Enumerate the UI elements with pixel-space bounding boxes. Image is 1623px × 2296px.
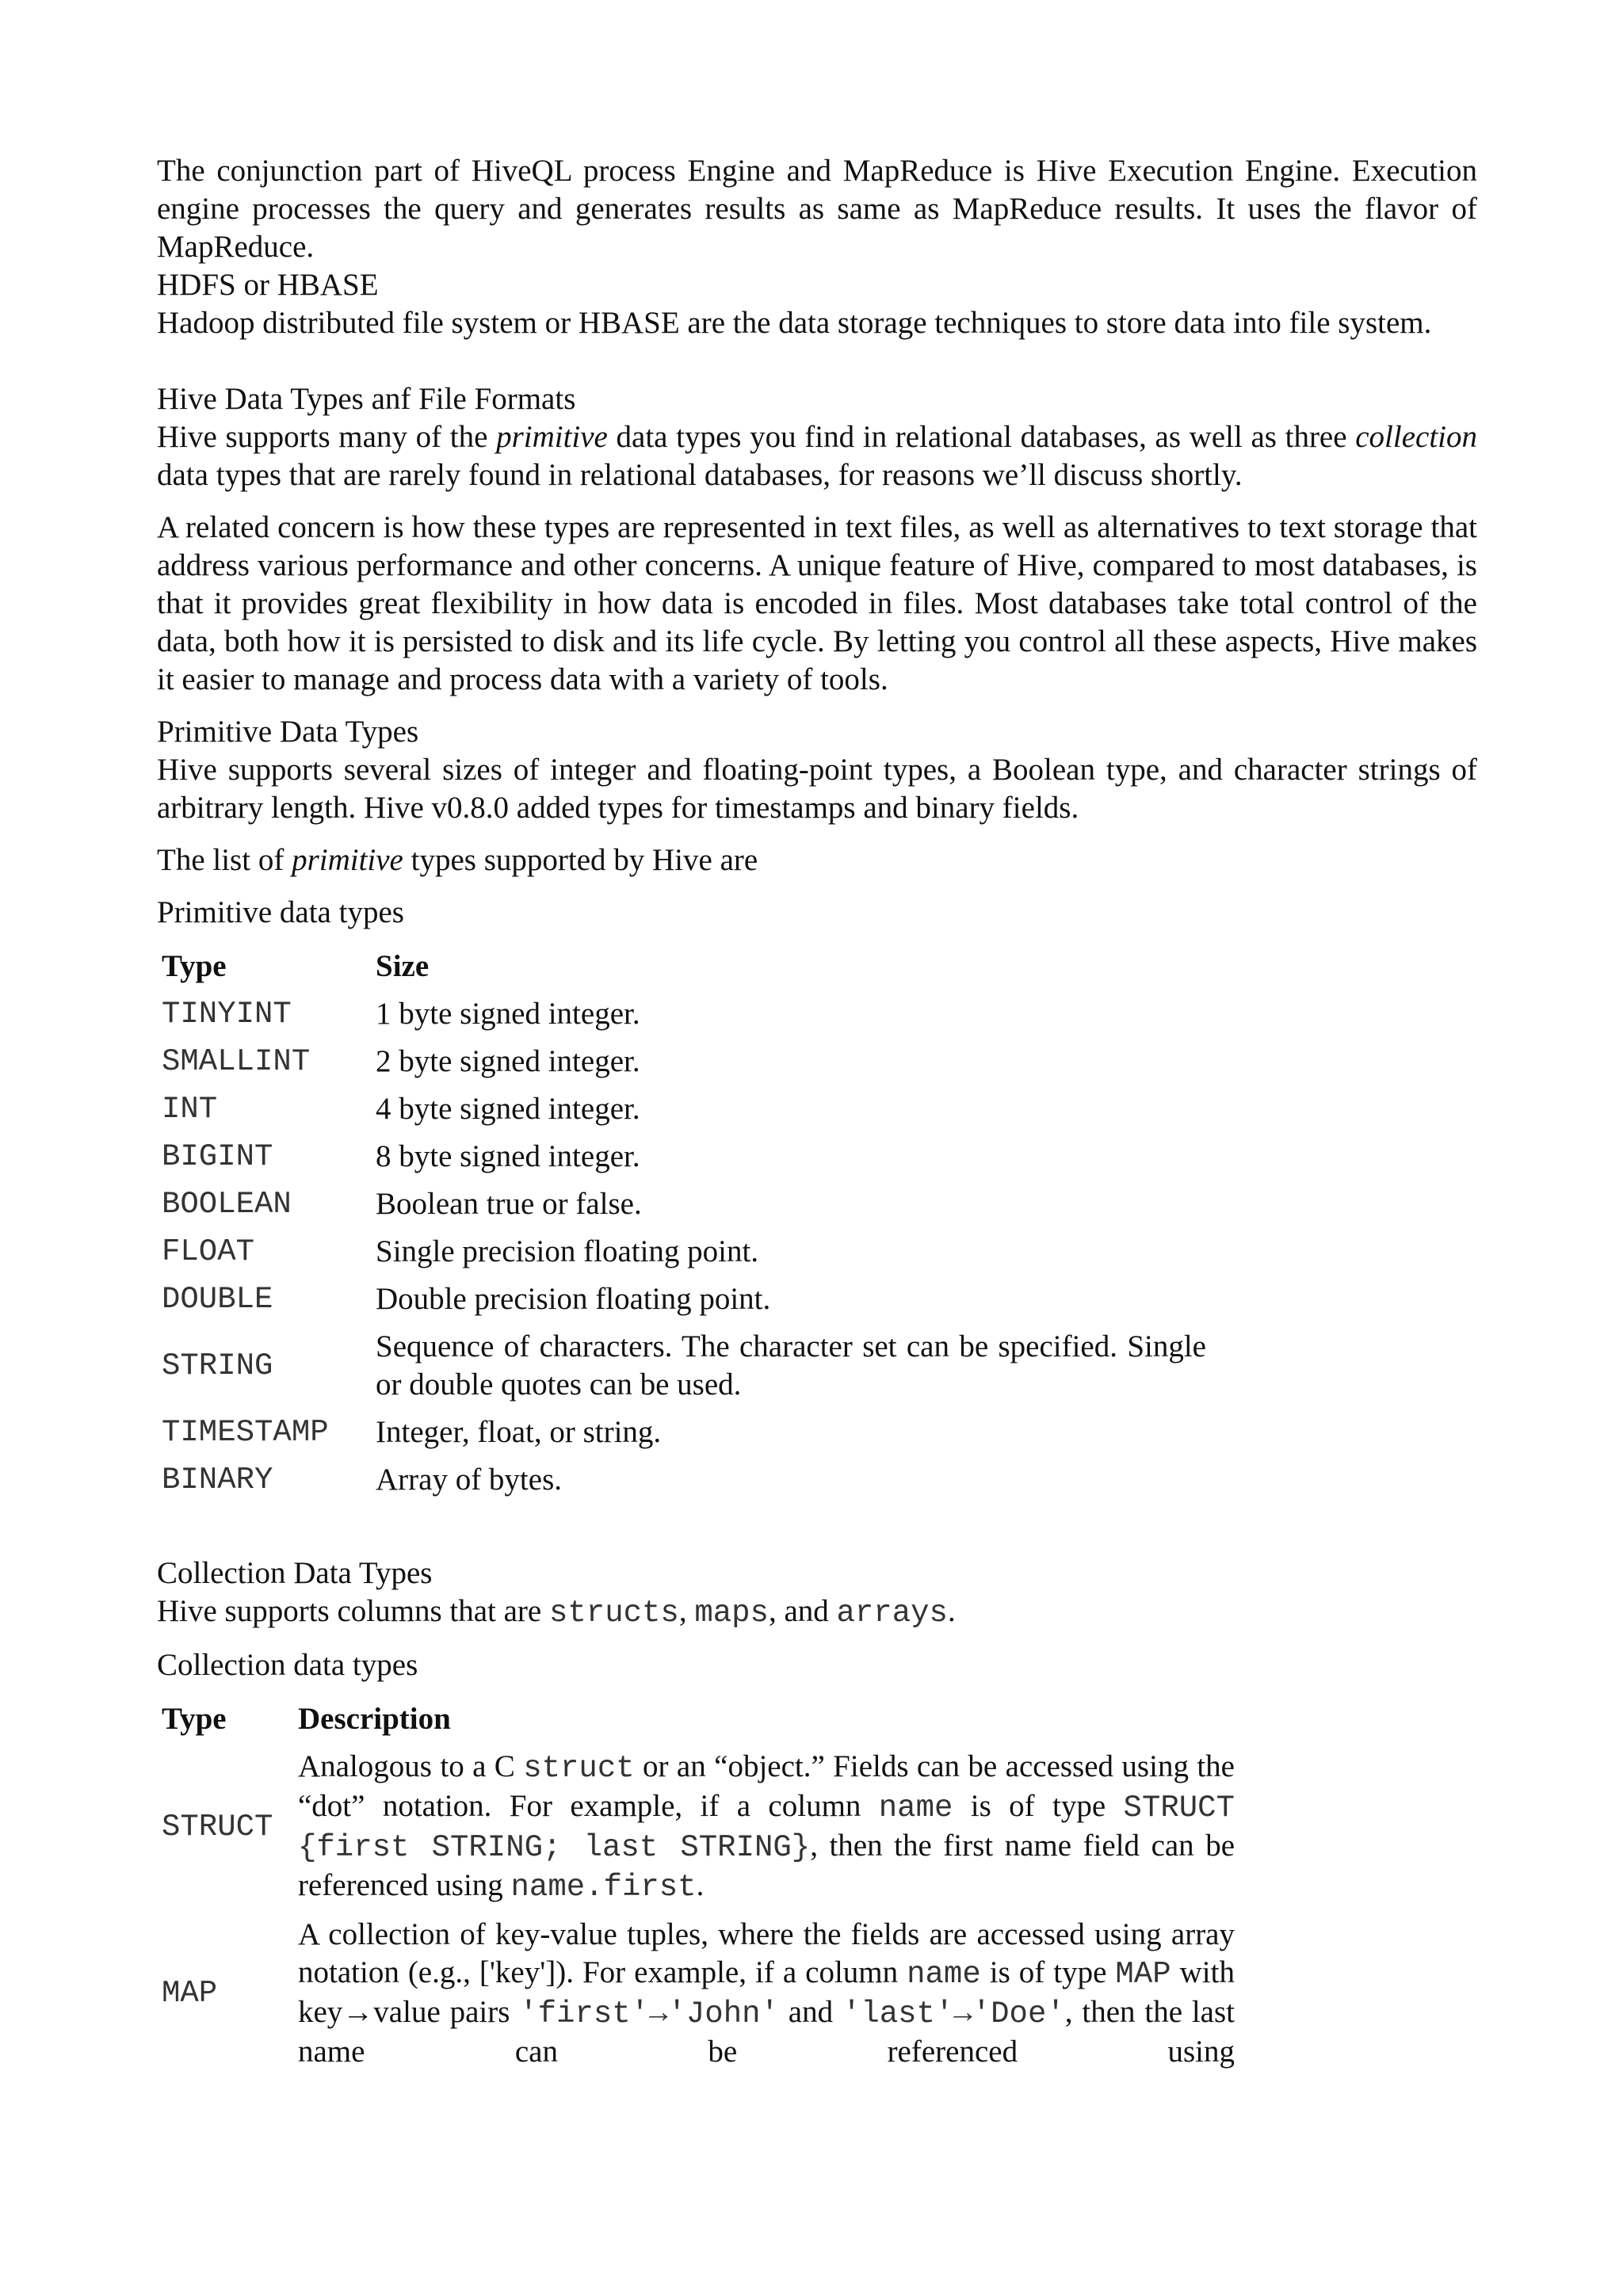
data-types-heading: Hive Data Types anf File Formats <box>157 382 576 416</box>
type-cell: BOOLEAN <box>162 1187 292 1222</box>
size-cell: 1 byte signed integer. <box>376 997 640 1031</box>
type-cell: STRUCT <box>162 1810 273 1844</box>
type-cell: SMALLINT <box>162 1044 311 1079</box>
table-header-row <box>158 943 1212 990</box>
type-column-header: Type <box>162 949 227 983</box>
table-row <box>158 1085 1212 1133</box>
size-cell: Single precision floating point. <box>376 1234 759 1268</box>
collection-heading: Collection Data Types <box>157 1556 433 1590</box>
primitive-types-table <box>158 943 1212 1504</box>
type-cell: BINARY <box>162 1463 273 1497</box>
size-cell: Sequence of characters. The character set can be specified. Single or double quotes can be used. <box>376 1329 1206 1402</box>
primitive-list-intro: The list of primitive types supported by Hive are <box>157 843 758 877</box>
table-row <box>158 990 1212 1038</box>
type-cell: INT <box>162 1092 218 1127</box>
execution-engine-paragraph: The conjunction part of HiveQL process Engine and MapReduce is Hive Execution Engine. Execution engine processes the query and generates results as same as MapReduce results. It uses the flavor of MapReduce. <box>157 154 1477 264</box>
document-page <box>157 152 1477 2076</box>
table-row <box>158 1228 1212 1276</box>
primitive-heading: Primitive Data Types <box>157 715 419 749</box>
representation-paragraph: A related concern is how these types are represented in text files, as well as alternatives to text storage that address various performance and other concerns. A unique feature of Hive, compared to most databases, is that it provides great flexibility in how data is encoded in files. Most databases take total control of the data, both how it is persisted to disk and its life cycle. By letting you control all these aspects, Hive makes it easier to manage and process data with a variety of tools. <box>157 510 1477 696</box>
size-column-header: Size <box>376 949 430 983</box>
collection-types-table <box>158 1695 1235 2076</box>
type-cell: STRING <box>162 1348 273 1383</box>
size-cell: Integer, float, or string. <box>376 1415 662 1449</box>
data-types-intro-paragraph: Hive supports many of the primitive data types you find in relational databases, as well as three collection data types that are rarely found in relational databases, for reasons we’ll discuss shortly. <box>157 420 1477 492</box>
description-cell: A collection of key-value tuples, where the fields are accessed using array notation (e.g., ['key']). For example, if a column name is of type MAP with key→value pairs 'first'→'John' and 'last'→'Doe', then the last name can be referenced using <box>298 1917 1235 2069</box>
table-row <box>158 1911 1235 2076</box>
type-cell: BIGINT <box>162 1139 273 1174</box>
hdfs-heading: HDFS or HBASE <box>157 268 379 302</box>
size-cell: Array of bytes. <box>376 1463 563 1497</box>
size-cell: 2 byte signed integer. <box>376 1044 640 1078</box>
type-column-header: Type <box>162 1702 227 1736</box>
collection-table-caption: Collection data types <box>157 1648 418 1682</box>
table-row <box>158 1456 1212 1504</box>
description-column-header: Description <box>298 1702 451 1736</box>
type-cell: TIMESTAMP <box>162 1415 329 1450</box>
table-row <box>158 1409 1212 1456</box>
table-row <box>158 1133 1212 1180</box>
size-cell: 8 byte signed integer. <box>376 1139 640 1173</box>
size-cell: 4 byte signed integer. <box>376 1092 640 1126</box>
size-cell: Boolean true or false. <box>376 1187 642 1221</box>
primitive-table-caption: Primitive data types <box>157 895 404 929</box>
size-cell: Double precision floating point. <box>376 1282 771 1316</box>
collection-paragraph: Hive supports columns that are structs, maps, and arrays. <box>157 1594 956 1630</box>
type-cell: DOUBLE <box>162 1282 273 1317</box>
description-cell: Analogous to a C struct or an “object.” Fields can be accessed using the “dot” notation. For example, if a column name is of type STRUCT {first STRING; last STRING}, then the first name field can be referenced using name.first. <box>298 1749 1235 1905</box>
table-row <box>158 1276 1212 1323</box>
table-row <box>158 1323 1212 1409</box>
table-row <box>158 1038 1212 1085</box>
table-row <box>158 1743 1235 1911</box>
table-row <box>158 1180 1212 1228</box>
primitive-paragraph: Hive supports several sizes of integer and floating-point types, a Boolean type, and character strings of arbitrary length. Hive v0.8.0 added types for timestamps and binary fields. <box>157 753 1477 825</box>
type-cell: MAP <box>162 1976 218 2011</box>
type-cell: FLOAT <box>162 1234 255 1269</box>
type-cell: TINYINT <box>162 997 292 1032</box>
hdfs-paragraph: Hadoop distributed file system or HBASE are the data storage techniques to store data into file system. <box>157 306 1432 340</box>
table-header-row <box>158 1695 1235 1743</box>
